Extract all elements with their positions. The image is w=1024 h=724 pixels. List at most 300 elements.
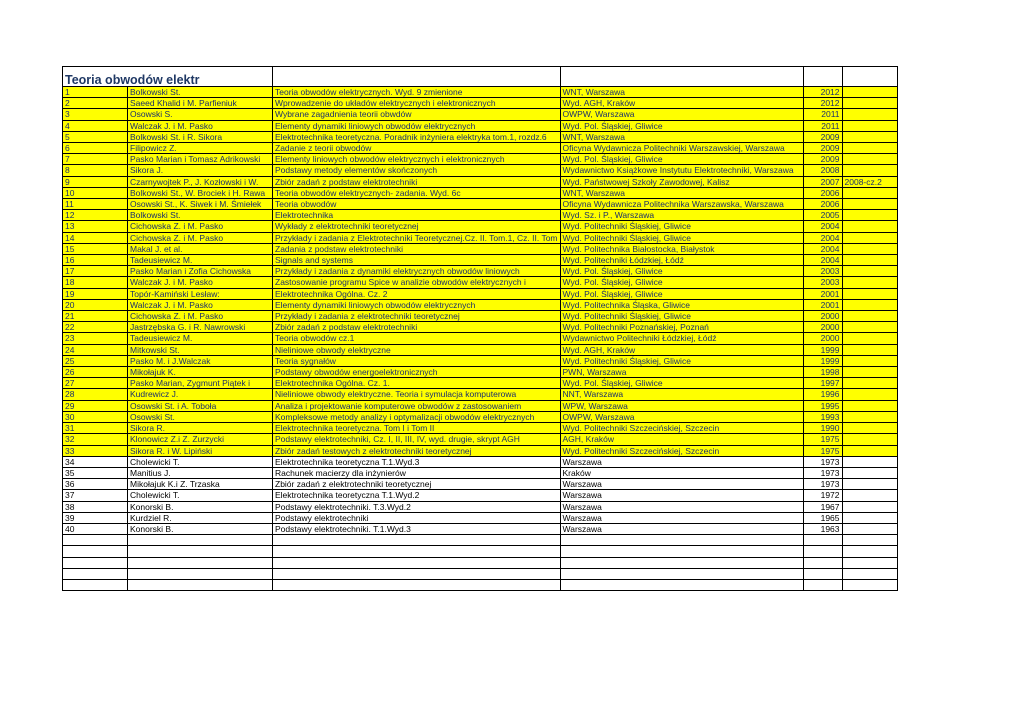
cell-author[interactable]: Konorski B.: [128, 501, 273, 512]
cell-year[interactable]: 2007: [803, 176, 842, 187]
cell-number[interactable]: 11: [63, 199, 128, 210]
cell-publisher[interactable]: Warszawa: [560, 523, 803, 534]
cell-note[interactable]: [842, 568, 897, 579]
table-row: [63, 154, 898, 165]
cell-note[interactable]: [842, 165, 897, 176]
cell-note[interactable]: [842, 434, 897, 445]
cell-number[interactable]: 2: [63, 98, 128, 109]
cell-year[interactable]: 1990: [803, 423, 842, 434]
cell-title[interactable]: Podstawy elektrotechniki, Cz. I, II, III, IV, wyd. drugie, skrypt AGH: [273, 434, 561, 445]
cell-year[interactable]: 1972: [803, 490, 842, 501]
cell-note[interactable]: [842, 456, 897, 467]
cell-title[interactable]: Zadanie z teorii obwodów: [273, 143, 561, 154]
cell-year[interactable]: 1973: [803, 467, 842, 478]
cell-note[interactable]: [842, 199, 897, 210]
cell-year[interactable]: 1965: [803, 512, 842, 523]
cell-publisher[interactable]: Warszawa: [560, 479, 803, 490]
cell-year[interactable]: 2003: [803, 266, 842, 277]
cell-publisher[interactable]: Wyd. Politechniki Szczecińskiej, Szczecin: [560, 423, 803, 434]
table-row: [63, 546, 898, 557]
cell-note[interactable]: [842, 411, 897, 422]
sheet-title[interactable]: Teoria obwodów elektr: [63, 67, 273, 87]
cell-publisher[interactable]: Warszawa: [560, 490, 803, 501]
cell-number[interactable]: 1: [63, 87, 128, 98]
cell-note[interactable]: [842, 344, 897, 355]
cell-year[interactable]: 2001: [803, 299, 842, 310]
cell-note[interactable]: [842, 210, 897, 221]
cell-number[interactable]: 40: [63, 523, 128, 534]
cell-title[interactable]: Analiza i projektowanie komputerowe obwodów z zastosowaniem: [273, 400, 561, 411]
cell-publisher[interactable]: [560, 557, 803, 568]
cell-title[interactable]: Rachunek macierzy dla inżynierów: [273, 467, 561, 478]
cell-author[interactable]: Kudrewicz J.: [128, 389, 273, 400]
cell-year[interactable]: 2008: [803, 165, 842, 176]
table-row: [63, 120, 898, 131]
cell-publisher[interactable]: [560, 579, 803, 590]
cell-year[interactable]: 1993: [803, 411, 842, 422]
cell-title[interactable]: Elektrotechnika Ogólna. Cz. 2: [273, 288, 561, 299]
cell-publisher[interactable]: OWPW, Warszawa: [560, 411, 803, 422]
cell-number[interactable]: 5: [63, 131, 128, 142]
cell-title[interactable]: Elektrotechnika teoretyczna T.1.Wyd.2: [273, 490, 561, 501]
cell-number[interactable]: [63, 579, 128, 590]
cell-note[interactable]: [842, 333, 897, 344]
cell-title[interactable]: Nieliniowe obwody elektryczne. Teoria i symulacja komputerowa: [273, 389, 561, 400]
cell-publisher[interactable]: [560, 546, 803, 557]
cell-number[interactable]: 14: [63, 232, 128, 243]
cell-author[interactable]: Bolkowski St.: [128, 210, 273, 221]
cell-title[interactable]: Podstawy obwodów energoelektronicznych: [273, 367, 561, 378]
cell-title[interactable]: Wprowadzenie do układów elektrycznych i elektronicznych: [273, 98, 561, 109]
cell-title[interactable]: Elementy dynamiki liniowych obwodów elektrycznych: [273, 299, 561, 310]
cell-author[interactable]: Cichowska Z. i M. Pasko: [128, 221, 273, 232]
cell-publisher[interactable]: Wyd. Państwowej Szkoły Zawodowej, Kalisz: [560, 176, 803, 187]
cell-note[interactable]: [842, 255, 897, 266]
cell-title[interactable]: Zbiór zadań testowych z elektrotechniki teoretycznej: [273, 445, 561, 456]
cell-note[interactable]: [842, 120, 897, 131]
cell-note[interactable]: [842, 523, 897, 534]
cell-year[interactable]: 2005: [803, 210, 842, 221]
cell[interactable]: [273, 67, 561, 87]
cell-note[interactable]: [842, 288, 897, 299]
cell-year[interactable]: 2011: [803, 109, 842, 120]
table-row: [63, 445, 898, 456]
cell-note[interactable]: [842, 322, 897, 333]
cell-year[interactable]: 2009: [803, 154, 842, 165]
cell-note[interactable]: [842, 378, 897, 389]
cell-author[interactable]: [128, 579, 273, 590]
cell-number[interactable]: 19: [63, 288, 128, 299]
bibliography-sheet: [62, 66, 898, 591]
cell-note[interactable]: [842, 535, 897, 546]
cell-note[interactable]: [842, 423, 897, 434]
table-row: [63, 131, 898, 142]
cell-number[interactable]: [63, 568, 128, 579]
cell-author[interactable]: [128, 557, 273, 568]
cell-publisher[interactable]: Warszawa: [560, 512, 803, 523]
cell-title[interactable]: Signals and systems: [273, 255, 561, 266]
cell-note[interactable]: 2008-cz.2: [842, 176, 897, 187]
cell-author[interactable]: [128, 535, 273, 546]
cell-author[interactable]: [128, 568, 273, 579]
cell-note[interactable]: [842, 98, 897, 109]
cell-note[interactable]: [842, 512, 897, 523]
cell-note[interactable]: [842, 479, 897, 490]
title-row: [63, 67, 898, 87]
cell-title[interactable]: Teoria obwodów elektrycznych- zadania. Wyd. 6c: [273, 187, 561, 198]
cell-publisher[interactable]: Wyd. Pol. Śląskiej, Gliwice: [560, 120, 803, 131]
cell-title[interactable]: Zastosowanie programu Spice w analizie obwodów elektrycznych i: [273, 277, 561, 288]
table-row: [63, 311, 898, 322]
cell-note[interactable]: [842, 400, 897, 411]
table-row: [63, 322, 898, 333]
cell-author[interactable]: Cholewicki T.: [128, 456, 273, 467]
cell-year[interactable]: 2012: [803, 98, 842, 109]
cell-year[interactable]: [803, 557, 842, 568]
cell-publisher[interactable]: Wyd. Politechniki Szczecińskiej, Szczecin: [560, 445, 803, 456]
cell-title[interactable]: Elektrotechnika teoretyczna. Tom I i Tom II: [273, 423, 561, 434]
cell-year[interactable]: 1998: [803, 367, 842, 378]
cell-title[interactable]: Wykłady z elektrotechniki teoretycznej: [273, 221, 561, 232]
cell-author[interactable]: Filipowicz Z.: [128, 143, 273, 154]
cell-author[interactable]: Bolkowski St.: [128, 87, 273, 98]
cell-publisher[interactable]: Wydawnictwo Politechniki Łódzkiej, Łódź: [560, 333, 803, 344]
cell-publisher[interactable]: Wyd. Sz. i P., Warszawa: [560, 210, 803, 221]
cell-year[interactable]: 2012: [803, 87, 842, 98]
cell-note[interactable]: [842, 243, 897, 254]
cell-publisher[interactable]: Wyd. Politechniki Śląskiej, Gliwice: [560, 311, 803, 322]
table-row: [63, 389, 898, 400]
cell-number[interactable]: 23: [63, 333, 128, 344]
cell-author[interactable]: Jastrzębska G. i R. Nawrowski: [128, 322, 273, 333]
table-row: [63, 277, 898, 288]
cell-author[interactable]: Cichowska Z. i M. Pasko: [128, 232, 273, 243]
cell-year[interactable]: 2004: [803, 232, 842, 243]
cell-number[interactable]: 8: [63, 165, 128, 176]
cell-title[interactable]: Zbiór zadań z podstaw elektrotechniki: [273, 322, 561, 333]
table-row: [63, 400, 898, 411]
cell-note[interactable]: [842, 490, 897, 501]
cell-year[interactable]: 1996: [803, 389, 842, 400]
cell-author[interactable]: Walczak J. i M. Pasko: [128, 277, 273, 288]
cell-publisher[interactable]: NNT, Warszawa: [560, 389, 803, 400]
cell-year[interactable]: 1975: [803, 434, 842, 445]
cell-title[interactable]: Teoria obwodów elektrycznych. Wyd. 9 zmienione: [273, 87, 561, 98]
cell-publisher[interactable]: Wyd. Politechniki Poznańskiej, Poznań: [560, 322, 803, 333]
cell-number[interactable]: 17: [63, 266, 128, 277]
cell-author[interactable]: Sikora R.: [128, 423, 273, 434]
cell-number[interactable]: 16: [63, 255, 128, 266]
cell-title[interactable]: [273, 535, 561, 546]
cell-number[interactable]: 30: [63, 411, 128, 422]
cell-number[interactable]: 4: [63, 120, 128, 131]
cell-author[interactable]: Osowski St. i A. Toboła: [128, 400, 273, 411]
cell-title[interactable]: Podstawy elektrotechniki: [273, 512, 561, 523]
cell-year[interactable]: [803, 579, 842, 590]
cell-publisher[interactable]: Wyd. Pol. Śląskiej, Gliwice: [560, 378, 803, 389]
cell-publisher[interactable]: Wyd. Pol. Śląskiej, Gliwice: [560, 288, 803, 299]
cell-year[interactable]: 1967: [803, 501, 842, 512]
cell-note[interactable]: [842, 557, 897, 568]
cell-number[interactable]: 13: [63, 221, 128, 232]
cell-year[interactable]: 2004: [803, 221, 842, 232]
cell-title[interactable]: Podstawy elektrotechniki. T.1.Wyd.3: [273, 523, 561, 534]
cell-publisher[interactable]: Wyd. Politechniki Śląskiej, Gliwice: [560, 232, 803, 243]
cell[interactable]: [842, 67, 897, 87]
cell-note[interactable]: [842, 389, 897, 400]
cell-publisher[interactable]: AGH, Kraków: [560, 434, 803, 445]
cell-title[interactable]: Teoria obwodów: [273, 199, 561, 210]
cell-author[interactable]: Osowski St.: [128, 411, 273, 422]
cell-title[interactable]: Zbiór zadań z elektrotechniki teoretycznej: [273, 479, 561, 490]
cell-note[interactable]: [842, 154, 897, 165]
cell-year[interactable]: 2009: [803, 143, 842, 154]
cell-publisher[interactable]: Wyd. Pol. Śląskiej, Gliwice: [560, 154, 803, 165]
cell-note[interactable]: [842, 445, 897, 456]
cell-author[interactable]: Pasko Marian i Zofia Cichowska: [128, 266, 273, 277]
cell-year[interactable]: 1997: [803, 378, 842, 389]
cell-year[interactable]: 2001: [803, 288, 842, 299]
table-row: [63, 378, 898, 389]
cell-title[interactable]: Elektrotechnika: [273, 210, 561, 221]
cell-title[interactable]: [273, 557, 561, 568]
cell-year[interactable]: 2003: [803, 277, 842, 288]
cell-number[interactable]: 32: [63, 434, 128, 445]
cell-title[interactable]: Teoria obwodów cz.1: [273, 333, 561, 344]
cell-year[interactable]: 1963: [803, 523, 842, 534]
cell-title[interactable]: Podstawy elektrotechniki. T.3.Wyd.2: [273, 501, 561, 512]
cell-author[interactable]: Walczak J. i M. Pasko: [128, 299, 273, 310]
cell-publisher[interactable]: [560, 568, 803, 579]
cell-number[interactable]: 21: [63, 311, 128, 322]
cell-note[interactable]: [842, 299, 897, 310]
cell-title[interactable]: Przykłady i zadania z elektrotechniki teoretycznej: [273, 311, 561, 322]
cell-publisher[interactable]: Wyd. Politechnika Śląska, Gliwice: [560, 299, 803, 310]
cell-number[interactable]: 25: [63, 355, 128, 366]
cell-note[interactable]: [842, 367, 897, 378]
cell-title[interactable]: Teoria sygnałów: [273, 355, 561, 366]
cell-publisher[interactable]: Wyd. Pol. Śląskiej, Gliwice: [560, 266, 803, 277]
cell-publisher[interactable]: WPW, Warszawa: [560, 400, 803, 411]
cell-title[interactable]: Elementy liniowych obwodów elektrycznych i elektronicznych: [273, 154, 561, 165]
cell-publisher[interactable]: WNT, Warszawa: [560, 87, 803, 98]
cell-number[interactable]: 22: [63, 322, 128, 333]
cell-year[interactable]: 2006: [803, 199, 842, 210]
cell-title[interactable]: Elektrotechnika teoretyczna. Poradnik inżyniera elektryka tom.1, rozdz.6: [273, 131, 561, 142]
cell-publisher[interactable]: Wydawnictwo Książkowe Instytutu Elektrotechniki, Warszawa: [560, 165, 803, 176]
table-row: [63, 333, 898, 344]
table-row: [63, 255, 898, 266]
table-row: [63, 501, 898, 512]
cell-year[interactable]: 2000: [803, 311, 842, 322]
cell-number[interactable]: 26: [63, 367, 128, 378]
cell-number[interactable]: 24: [63, 344, 128, 355]
cell-publisher[interactable]: Wyd. AGH, Kraków: [560, 344, 803, 355]
cell-note[interactable]: [842, 131, 897, 142]
cell-note[interactable]: [842, 311, 897, 322]
cell-author[interactable]: Osowski St., K. Siwek i M. Śmiełek: [128, 199, 273, 210]
cell-number[interactable]: 39: [63, 512, 128, 523]
cell-note[interactable]: [842, 277, 897, 288]
cell-note[interactable]: [842, 187, 897, 198]
cell-year[interactable]: 2000: [803, 322, 842, 333]
cell-publisher[interactable]: Warszawa: [560, 456, 803, 467]
cell-number[interactable]: 28: [63, 389, 128, 400]
cell-author[interactable]: Osowski S.: [128, 109, 273, 120]
cell-number[interactable]: 31: [63, 423, 128, 434]
cell-author[interactable]: Saeed Khalid i M. Parfieniuk: [128, 98, 273, 109]
cell-number[interactable]: 6: [63, 143, 128, 154]
cell-year[interactable]: 2011: [803, 120, 842, 131]
cell-year[interactable]: 2004: [803, 255, 842, 266]
cell-number[interactable]: [63, 535, 128, 546]
cell-number[interactable]: [63, 557, 128, 568]
cell-title[interactable]: [273, 546, 561, 557]
cell-title[interactable]: Wybrane zagadnienia teorii obwdów: [273, 109, 561, 120]
cell-publisher[interactable]: Kraków: [560, 467, 803, 478]
cell-note[interactable]: [842, 467, 897, 478]
cell-note[interactable]: [842, 546, 897, 557]
cell-title[interactable]: Przykłady i zadania z dynamiki elektrycznych obwodów liniowych: [273, 266, 561, 277]
cell-number[interactable]: 9: [63, 176, 128, 187]
cell-title[interactable]: [273, 568, 561, 579]
cell-number[interactable]: 12: [63, 210, 128, 221]
table-row: [63, 512, 898, 523]
cell-author[interactable]: Makal J. et al.: [128, 243, 273, 254]
cell-author[interactable]: Tadeusiewicz M.: [128, 255, 273, 266]
cell-author[interactable]: Topór-Kamiński Lesław:: [128, 288, 273, 299]
cell-year[interactable]: 1973: [803, 456, 842, 467]
cell-year[interactable]: 1999: [803, 355, 842, 366]
cell-note[interactable]: [842, 579, 897, 590]
cell-author[interactable]: Cichowska Z. i M. Pasko: [128, 311, 273, 322]
cell-author[interactable]: Mikołajuk K.: [128, 367, 273, 378]
cell-title[interactable]: Elektrotechnika Ogólna. Cz. 1.: [273, 378, 561, 389]
cell-year[interactable]: 2009: [803, 131, 842, 142]
table-row: [63, 221, 898, 232]
table-row: [63, 232, 898, 243]
cell-publisher[interactable]: Warszawa: [560, 501, 803, 512]
cell-number[interactable]: 38: [63, 501, 128, 512]
cell-author[interactable]: Manitius J.: [128, 467, 273, 478]
cell-number[interactable]: 34: [63, 456, 128, 467]
cell-title[interactable]: Zadania z podstaw elektrotechniki: [273, 243, 561, 254]
cell-author[interactable]: Sikora R. i W. Lipiński: [128, 445, 273, 456]
cell-author[interactable]: Pasko Marian i Tomasz Adrikowski: [128, 154, 273, 165]
cell-number[interactable]: 36: [63, 479, 128, 490]
cell-number[interactable]: 10: [63, 187, 128, 198]
cell-author[interactable]: Walczak J. i M. Pasko: [128, 120, 273, 131]
cell-publisher[interactable]: [560, 535, 803, 546]
cell-year[interactable]: 2000: [803, 333, 842, 344]
cell-number[interactable]: 29: [63, 400, 128, 411]
cell-number[interactable]: [63, 546, 128, 557]
cell-publisher[interactable]: Oficyna Wydawnicza Politechnika Warszawska, Warszawa: [560, 199, 803, 210]
cell-publisher[interactable]: Wyd. Pol. Śląskiej, Gliwice: [560, 277, 803, 288]
cell-note[interactable]: [842, 221, 897, 232]
cell-publisher[interactable]: WNT, Warszawa: [560, 131, 803, 142]
cell-year[interactable]: 1973: [803, 479, 842, 490]
cell-note[interactable]: [842, 232, 897, 243]
cell-title[interactable]: Podstawy metody elementów skończonych: [273, 165, 561, 176]
cell-year[interactable]: 2004: [803, 243, 842, 254]
cell-author[interactable]: [128, 546, 273, 557]
cell-publisher[interactable]: Wyd. Politechniki Łódzkiej, Łódź: [560, 255, 803, 266]
cell-number[interactable]: 35: [63, 467, 128, 478]
cell-note[interactable]: [842, 109, 897, 120]
table-row: [63, 479, 898, 490]
table-row: [63, 423, 898, 434]
cell-publisher[interactable]: Wyd. Politechniki Śląskiej, Gliwice: [560, 221, 803, 232]
cell-title[interactable]: Nieliniowe obwody elektryczne: [273, 344, 561, 355]
cell-author[interactable]: Kurdziel R.: [128, 512, 273, 523]
cell-publisher[interactable]: Wyd. Politechnika Białostocka, Białystok: [560, 243, 803, 254]
cell-publisher[interactable]: PWN, Warszawa: [560, 367, 803, 378]
cell-year[interactable]: 1995: [803, 400, 842, 411]
table-row: [63, 199, 898, 210]
cell-title[interactable]: Elektrotechnika teoretyczna T.1.Wyd.3: [273, 456, 561, 467]
cell-year[interactable]: [803, 535, 842, 546]
cell-number[interactable]: 37: [63, 490, 128, 501]
cell-title[interactable]: Elementy dynamiki liniowych obwodów elektrycznych: [273, 120, 561, 131]
cell-author[interactable]: Tadeusiewicz M.: [128, 333, 273, 344]
cell-author[interactable]: Cholewicki T.: [128, 490, 273, 501]
cell-publisher[interactable]: OWPW, Warszawa: [560, 109, 803, 120]
cell-note[interactable]: [842, 143, 897, 154]
cell-title[interactable]: Przykłady i zadania z Elektrotechniki Teoretycznej.Cz. II. Tom.1, Cz. II. Tom: [273, 232, 561, 243]
cell-number[interactable]: 18: [63, 277, 128, 288]
cell-author[interactable]: Bolkowski St. i R. Sikora: [128, 131, 273, 142]
cell-author[interactable]: Mikołajuk K.i Z. Trzaska: [128, 479, 273, 490]
cell-number[interactable]: 27: [63, 378, 128, 389]
table-row: [63, 523, 898, 534]
cell-number[interactable]: 15: [63, 243, 128, 254]
cell-publisher[interactable]: Wyd. Politechniki Śląskiej, Gliwice: [560, 355, 803, 366]
table-row: [63, 87, 898, 98]
cell-note[interactable]: [842, 87, 897, 98]
cell-year[interactable]: 1975: [803, 445, 842, 456]
cell-note[interactable]: [842, 266, 897, 277]
cell-author[interactable]: Pasko Marian, Zygmunt Piątek i: [128, 378, 273, 389]
cell-year[interactable]: [803, 568, 842, 579]
cell-number[interactable]: 7: [63, 154, 128, 165]
cell-title[interactable]: [273, 579, 561, 590]
cell-number[interactable]: 20: [63, 299, 128, 310]
cell-author[interactable]: Sikora J.: [128, 165, 273, 176]
cell-year[interactable]: 2006: [803, 187, 842, 198]
cell[interactable]: [560, 67, 803, 87]
cell-publisher[interactable]: WNT, Warszawa: [560, 187, 803, 198]
cell-author[interactable]: Pasko M. i J.Walczak: [128, 355, 273, 366]
cell-number[interactable]: 33: [63, 445, 128, 456]
cell-publisher[interactable]: Wyd. AGH, Kraków: [560, 98, 803, 109]
cell-author[interactable]: Klonowicz Z.i Z. Zurzycki: [128, 434, 273, 445]
cell-author[interactable]: Bolkowski St., W. Brociek i H. Rawa: [128, 187, 273, 198]
cell-note[interactable]: [842, 355, 897, 366]
cell-author[interactable]: Mitkowski St.: [128, 344, 273, 355]
cell-title[interactable]: Zbiór zadań z podstaw elektrotechniki: [273, 176, 561, 187]
cell-number[interactable]: 3: [63, 109, 128, 120]
cell[interactable]: [803, 67, 842, 87]
cell-note[interactable]: [842, 501, 897, 512]
cell-year[interactable]: [803, 546, 842, 557]
cell-publisher[interactable]: Oficyna Wydawnicza Politechniki Warszawskiej, Warszawa: [560, 143, 803, 154]
cell-title[interactable]: Kompleksowe metody analizy i optymalizacji obwodów elektrycznych: [273, 411, 561, 422]
cell-author[interactable]: Konorski B.: [128, 523, 273, 534]
cell-author[interactable]: Czarnywojtek P., J. Kozłowski i W.: [128, 176, 273, 187]
cell-year[interactable]: 1999: [803, 344, 842, 355]
table-row: [63, 210, 898, 221]
